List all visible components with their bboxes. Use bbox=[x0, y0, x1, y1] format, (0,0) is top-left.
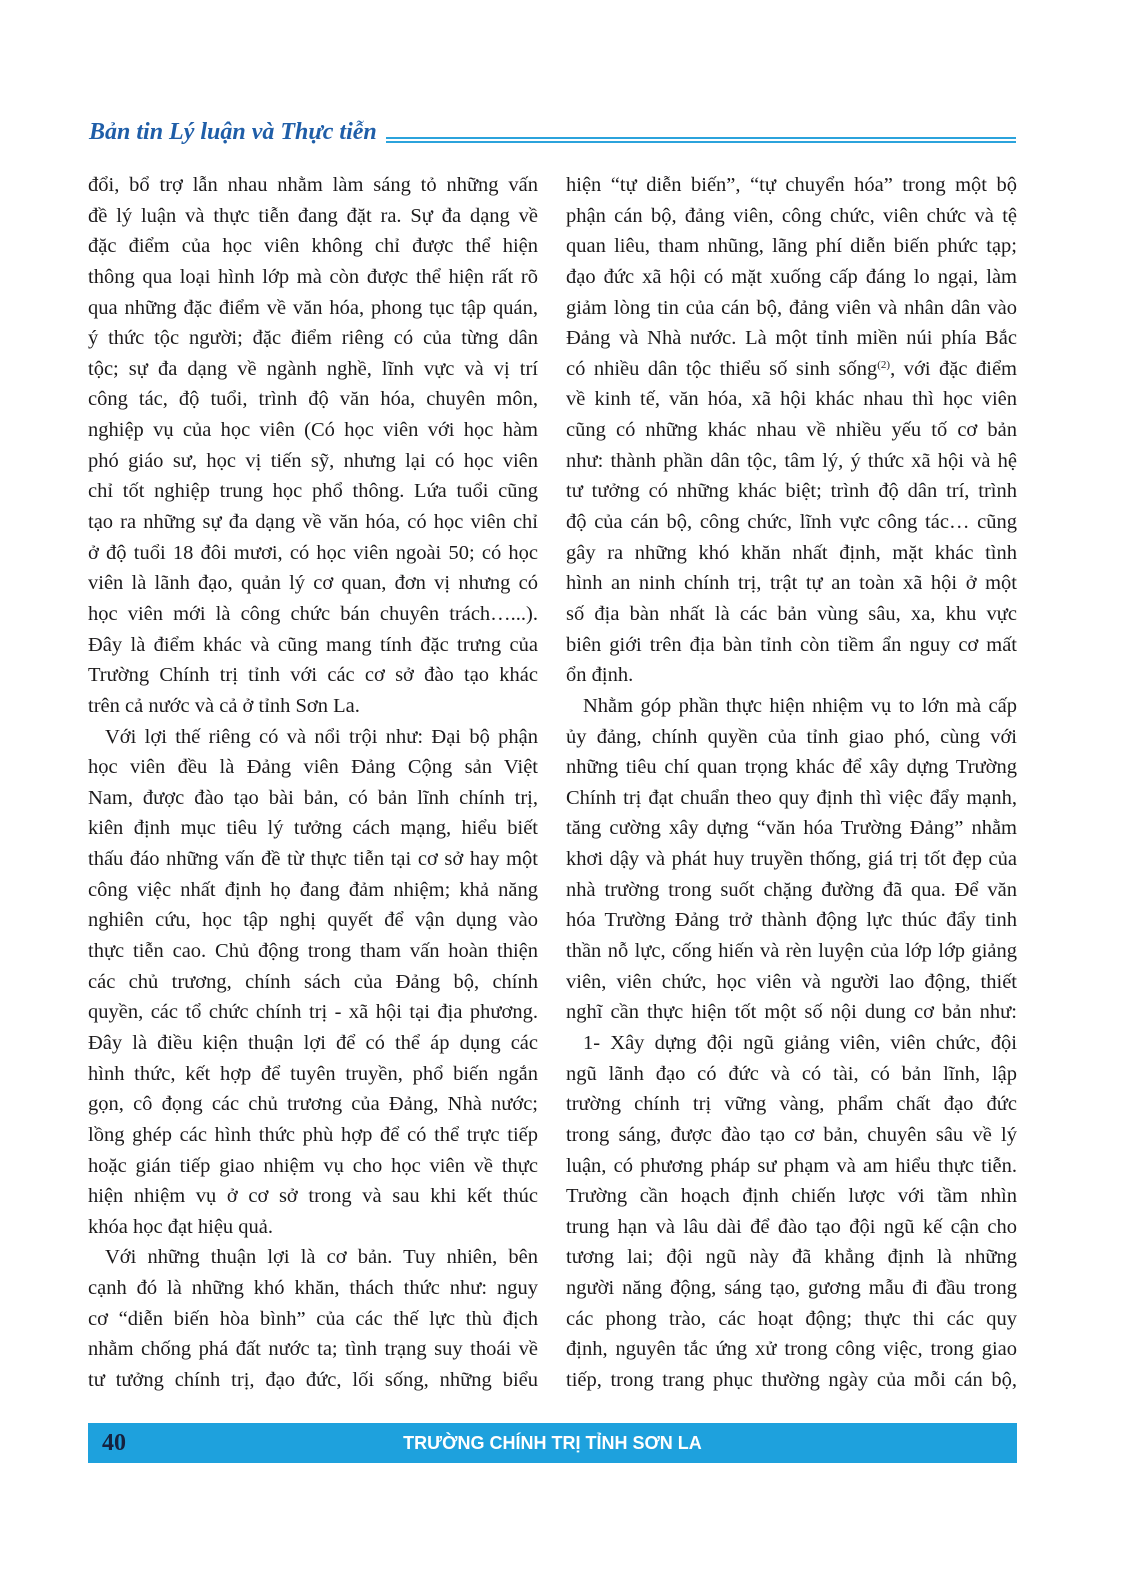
text-line: Trường Chính trị tỉnh với các cơ sở đào tạo khác bbox=[88, 664, 538, 687]
text-line: quan liêu, tham nhũng, lãng phí diễn biến phức tạp; bbox=[566, 235, 1017, 258]
text-line: thông qua loại hình lớp mà còn được thể hiện rất rõ bbox=[88, 265, 538, 288]
text-line: tư tưởng chính trị, đạo đức, lối sống, những biểu bbox=[88, 1368, 538, 1391]
text-line: tạo ra những sự đa dạng về văn hóa, có học viên chỉ bbox=[88, 511, 538, 534]
text-line: luận, có phương pháp sư phạm và am hiểu thực tiễn. bbox=[566, 1154, 1017, 1177]
text-line: tăng cường xây dựng “văn hóa Trường Đảng” nhằm bbox=[566, 817, 1017, 840]
text-line: hóa Trường Đảng trở thành động lực thúc đẩy tinh bbox=[566, 909, 1017, 932]
paragraph bbox=[566, 170, 1017, 691]
left-column bbox=[88, 170, 538, 1396]
text-line: Nhằm góp phần thực hiện nhiệm vụ to lớn mà cấp bbox=[583, 694, 1017, 717]
text-line: phận cán bộ, đảng viên, công chức, viên chức và tệ bbox=[566, 204, 1017, 227]
text-line: tư tưởng có những khác biệt; trình độ dân trí, trình bbox=[566, 480, 1017, 503]
text-line: ngũ lãnh đạo có đức và có tài, có bản lĩnh, lập bbox=[566, 1062, 1017, 1085]
text-line: các phong trào, các hoạt động; thực thi các quy bbox=[566, 1307, 1017, 1330]
text-line: đặc điểm của học viên không chỉ được thể hiện bbox=[88, 235, 538, 258]
text-line: nghiệp vụ của học viên (Có học viên với học hàm bbox=[88, 419, 538, 442]
footer-institution: TRƯỜNG CHÍNH TRỊ TỈNH SƠN LA bbox=[403, 1433, 702, 1453]
text-line: Với lợi thế riêng có và nổi trội như: Đại bộ phận bbox=[105, 725, 538, 748]
text-line: chỉ tốt nghiệp trung học phổ thông. Lứa tuổi cũng bbox=[88, 480, 538, 503]
text-line: hiện “tự diễn biến”, “tự chuyển hóa” trong một bộ bbox=[566, 174, 1017, 196]
paragraph bbox=[566, 691, 1017, 1028]
text-line: viên, viên chức, học viên và người lao động, thiết bbox=[566, 970, 1017, 993]
text-line: công tác, độ tuổi, trình độ văn hóa, chuyên môn, bbox=[88, 388, 538, 411]
footnote-marker: (2) bbox=[877, 358, 891, 371]
text-line: cơ “diễn biến hòa bình” của các thế lực thù địch bbox=[88, 1307, 538, 1330]
text-line: tương lai; đội ngũ này đã khẳng định là những bbox=[566, 1246, 1017, 1269]
journal-title: Bản tin Lý luận và Thực tiễn bbox=[89, 119, 377, 145]
footer-bar bbox=[88, 1423, 1017, 1463]
text-line: hiện nhiệm vụ ở cơ sở trong và sau khi kết thúc bbox=[88, 1185, 538, 1208]
text-line: tộc; sự đa dạng về ngành nghề, lĩnh vực và vị trí bbox=[88, 357, 538, 380]
text-line: ủy đảng, chính quyền của tỉnh giao phó, cùng với bbox=[566, 725, 1017, 748]
text-line: tiếp, trong trang phục thường ngày của mỗi cán bộ, bbox=[566, 1368, 1017, 1391]
text-line bbox=[566, 354, 1017, 385]
text-line: số địa bàn nhất là các bản vùng sâu, xa, khu vực bbox=[566, 602, 1017, 625]
text-line: trường chính trị vững vàng, phẩm chất đạo đức bbox=[566, 1093, 1017, 1116]
text-line: ý thức tộc người; đặc điểm riêng có của từng dân bbox=[88, 327, 538, 350]
text-line: khơi dậy và phát huy truyền thống, giá trị tốt đẹp của bbox=[566, 848, 1017, 871]
text-line: Với những thuận lợi là cơ bản. Tuy nhiên, bên bbox=[105, 1246, 538, 1269]
paragraph bbox=[88, 1242, 538, 1395]
text-line: kiên định mục tiêu lý tưởng cách mạng, hiểu biết bbox=[88, 817, 538, 840]
text-line: gọn, cô đọng các chủ trương của Đảng, Nhà nước; bbox=[88, 1093, 538, 1116]
text-line: thực tiễn cao. Chủ động trong tham vấn hoàn thiện bbox=[88, 940, 538, 963]
text-line: khóa học đạt hiệu quả. bbox=[88, 1215, 274, 1238]
text-line: về kinh tế, văn hóa, xã hội khác nhau thì học viên bbox=[566, 388, 1017, 411]
text-line: gây ra những khó khăn nhất định, mặt khác tình bbox=[566, 541, 1017, 564]
text-line: đề lý luận và thực tiễn đang đặt ra. Sự đa dạng về bbox=[88, 204, 538, 227]
text-line: giảm lòng tin của cán bộ, đảng viên và nhân dân vào bbox=[566, 296, 1017, 319]
text-line: đạo đức xã hội có mặt xuống cấp đáng lo ngại, làm bbox=[566, 265, 1017, 288]
text-line: Chính trị đạt chuẩn theo quy định thì việc đẩy mạnh, bbox=[566, 786, 1017, 809]
text-line: học viên mới là công chức bán chuyên trách…...). bbox=[88, 602, 538, 625]
paragraph bbox=[566, 1028, 1017, 1396]
text-line: trên cả nước và cả ở tỉnh Sơn La. bbox=[88, 694, 360, 717]
text-line: Nam, được đào tạo bài bản, có bản lĩnh chính trị, bbox=[88, 786, 538, 809]
text-line: hình an ninh chính trị, trật tự an toàn xã hội ở một bbox=[566, 572, 1017, 595]
text-line: nghĩ cần thực hiện tốt một số nội dung cơ bản như: bbox=[566, 1001, 1017, 1024]
text-line: Trường cần hoạch định chiến lược với tầm nhìn bbox=[566, 1185, 1017, 1208]
text-line: trung hạn và lâu dài để đào tạo đội ngũ kế cận cho bbox=[566, 1215, 1017, 1238]
text-line: ổn định. bbox=[566, 664, 634, 687]
text-line: ở độ tuổi 18 đôi mươi, có học viên ngoài 50; có học bbox=[88, 541, 538, 564]
text-line: những tiêu chí quan trọng khác để xây dựng Trường bbox=[566, 756, 1017, 779]
text-line: người năng động, sáng tạo, gương mẫu đi đầu trong bbox=[566, 1277, 1017, 1300]
text-line: viên là lãnh đạo, quản lý cơ quan, đơn vị nhưng có bbox=[88, 572, 538, 595]
header-double-rule bbox=[386, 137, 1016, 143]
text-line: hình thức, kết hợp để tuyên truyền, phổ biến ngắn bbox=[88, 1062, 538, 1085]
text-line: Đây là điểm khác và cũng mang tính đặc trưng của bbox=[88, 633, 538, 656]
line-text: có nhiều dân tộc thiểu số sinh sống bbox=[566, 357, 878, 380]
text-line: công việc nhất định họ đang đảm nhiệm; khả năng bbox=[88, 878, 538, 901]
text-line: độ của cán bộ, công chức, lĩnh vực công tác… cũng bbox=[566, 511, 1017, 534]
text-line: nhằm chống phá đất nước ta; tình trạng suy thoái về bbox=[88, 1338, 538, 1361]
right-column bbox=[566, 170, 1017, 1396]
paragraph bbox=[88, 170, 538, 722]
text-line: đổi, bổ trợ lẫn nhau nhằm làm sáng tỏ những vấn bbox=[88, 174, 538, 196]
text-line: Đây là điều kiện thuận lợi để có thể áp dụng các bbox=[88, 1031, 538, 1054]
text-line: như: thành phần dân tộc, tâm lý, ý thức xã hội và hệ bbox=[566, 449, 1017, 472]
text-line: nghiên cứu, học tập nghị quyết để vận dụng vào bbox=[88, 909, 538, 932]
text-line: thần nỗ lực, cống hiến và rèn luyện của lớp lớp giảng bbox=[566, 940, 1017, 963]
text-line: cũng có những khác nhau về nhiều yếu tố cơ bản bbox=[566, 419, 1017, 442]
text-line: phó giáo sư, học vị tiến sỹ, nhưng lại có học viên bbox=[88, 449, 538, 472]
text-line: nhà trường trong suốt chặng đường đã qua. Để văn bbox=[566, 878, 1017, 901]
page-number: 40 bbox=[102, 1430, 126, 1456]
text-line: lồng ghép các hình thức phù hợp để có thể trực tiếp bbox=[88, 1123, 538, 1146]
text-line: trong sáng, được đào tạo cơ bản, chuyên sâu về lý bbox=[566, 1123, 1017, 1146]
paragraph bbox=[88, 722, 538, 1243]
text-line: thấu đáo những vấn đề từ thực tiễn tại cơ sở hay một bbox=[88, 848, 538, 871]
text-line: quyền, các tổ chức chính trị - xã hội tại địa phương. bbox=[88, 1001, 538, 1024]
text-line: học viên đều là Đảng viên Đảng Cộng sản Việt bbox=[88, 756, 538, 779]
text-line: 1- Xây dựng đội ngũ giảng viên, viên chức, đội bbox=[583, 1031, 1017, 1054]
text-line: qua những đặc điểm về văn hóa, phong tục tập quán, bbox=[88, 296, 538, 319]
text-line: biên giới trên địa bàn tỉnh còn tiềm ẩn nguy cơ mất bbox=[566, 633, 1017, 656]
text-line: Đảng và Nhà nước. Là một tỉnh miền núi phía Bắc bbox=[566, 327, 1017, 350]
text-line: cạnh đó là những khó khăn, thách thức như: nguy bbox=[88, 1277, 538, 1300]
text-line: hoặc gián tiếp giao nhiệm vụ cho học viên về thực bbox=[88, 1154, 538, 1177]
line-text: , với đặc điểm bbox=[890, 357, 1017, 380]
text-line: các chủ trương, chính sách của Đảng bộ, chính bbox=[88, 970, 538, 993]
text-line: định, nguyên tắc ứng xử trong công việc, trong giao bbox=[566, 1338, 1017, 1361]
